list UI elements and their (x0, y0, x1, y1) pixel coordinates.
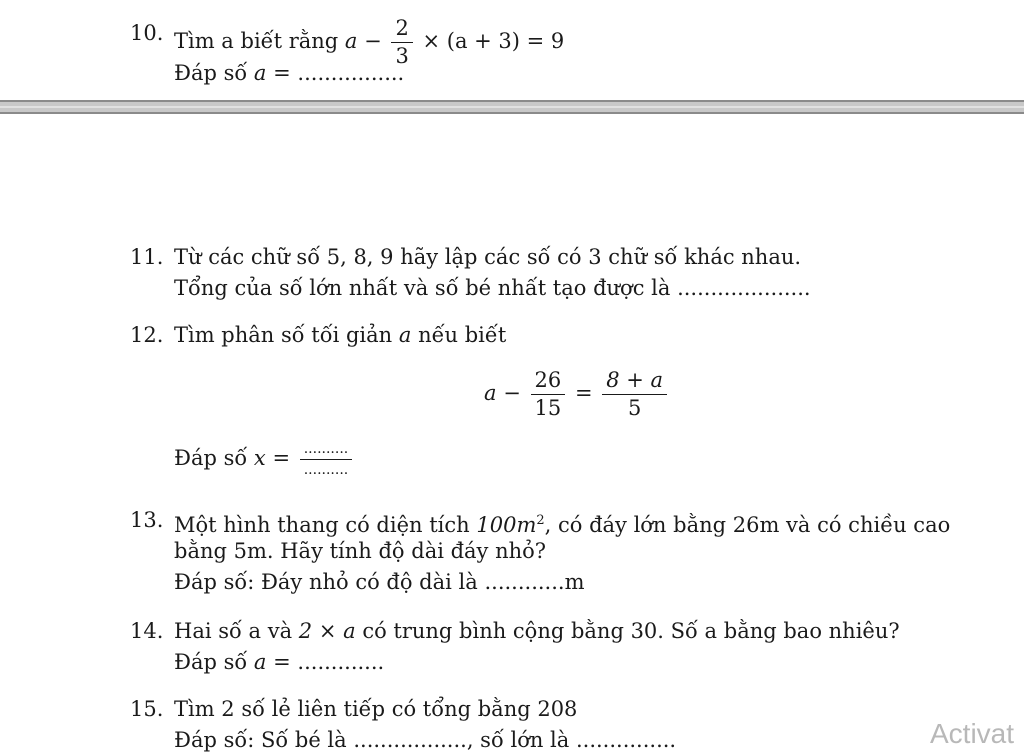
answer-blank[interactable]: ............ (484, 570, 565, 594)
answer-blank[interactable]: ................ (297, 61, 405, 85)
math-exponent: 2 (536, 513, 545, 528)
answer-eq: = (273, 61, 291, 85)
math-digits: 5, 8, 9 (326, 245, 394, 269)
answer-var: x (253, 446, 266, 470)
denominator: 15 (534, 396, 562, 420)
problem-number: 10. (130, 21, 164, 45)
problem-12-answer (130, 442, 355, 477)
math-op: − (503, 381, 521, 405)
activation-watermark: Activat (930, 718, 1015, 749)
numerator: 26 (531, 370, 566, 395)
answer-label: Đáp số (174, 650, 248, 674)
problem-10 (130, 18, 564, 89)
fraction (531, 370, 566, 419)
answer-label: Đáp số (174, 61, 248, 85)
denominator: 5 (627, 396, 642, 420)
math-expression: 2 × a (298, 619, 356, 643)
problem-text: Từ các chữ số (174, 245, 321, 269)
problem-13 (130, 505, 950, 598)
math-var: a (398, 323, 412, 347)
problem-text: nếu biết (418, 323, 507, 347)
problem-number: 13. (130, 508, 164, 532)
denominator-blank[interactable]: .......... (303, 462, 349, 478)
problem-text: Một hình thang có diện tích (174, 513, 470, 537)
page-separator (0, 100, 1024, 114)
answer-label: Đáp số: Đáy nhỏ có độ dài là (174, 570, 478, 594)
problem-text: bằng 5m. Hãy tính độ dài đáy nhỏ? (174, 539, 547, 563)
problem-14 (130, 616, 900, 678)
answer-label: Đáp số: Số bé là (174, 728, 347, 752)
problem-11 (130, 242, 811, 304)
answer-blank[interactable]: .................... (677, 276, 811, 300)
numerator-blank[interactable]: .......... (300, 442, 353, 460)
answer-var: a (253, 61, 267, 85)
problem-15 (130, 694, 676, 756)
denominator: 3 (395, 44, 409, 68)
answer-var: a (253, 650, 267, 674)
numerator: 8 + a (602, 370, 667, 395)
answer-unit: m (564, 570, 585, 594)
problem-text: có trung bình cộng bằng 30. Số a bằng bao nhiêu? (362, 619, 900, 643)
problem-text: Tìm 2 số lẻ liên tiếp có tổng bằng 208 (174, 697, 578, 721)
numerator: 2 (391, 18, 412, 43)
answer-eq: = (273, 650, 291, 674)
answer-fraction-blank[interactable] (300, 442, 353, 477)
math-var: a (484, 381, 497, 405)
answer-blank-small[interactable]: ................. (353, 728, 467, 752)
answer-eq: = (272, 446, 291, 470)
problem-number: 11. (130, 245, 164, 269)
problem-text: , có đáy lớn bằng 26m và có chiều cao (544, 513, 951, 537)
answer-blank-large[interactable]: ............... (575, 728, 677, 752)
problem-text: Tìm a biết rằng (174, 29, 339, 53)
problem-text: Hai số a và (174, 619, 293, 643)
problem-12 (130, 320, 506, 351)
fraction (602, 370, 667, 419)
math-expression: × (a + 3) = 9 (422, 29, 565, 53)
problem-number: 12. (130, 323, 164, 347)
math-area: 100m (476, 513, 537, 537)
math-op: − (364, 29, 382, 53)
answer-label: , số lớn là (466, 728, 570, 752)
problem-number: 14. (130, 619, 164, 643)
display-equation (484, 370, 670, 419)
answer-label: Đáp số (174, 446, 248, 470)
answer-blank[interactable]: ............. (297, 650, 385, 674)
problem-number: 15. (130, 697, 164, 721)
math-var: a (344, 29, 358, 53)
problem-text: hãy lập các số có 3 chữ số khác nhau. (400, 245, 802, 269)
problem-text: Tổng của số lớn nhất và số bé nhất tạo được là (174, 276, 671, 300)
math-op: = (574, 381, 593, 405)
problem-text: Tìm phân số tối giản (174, 323, 393, 347)
